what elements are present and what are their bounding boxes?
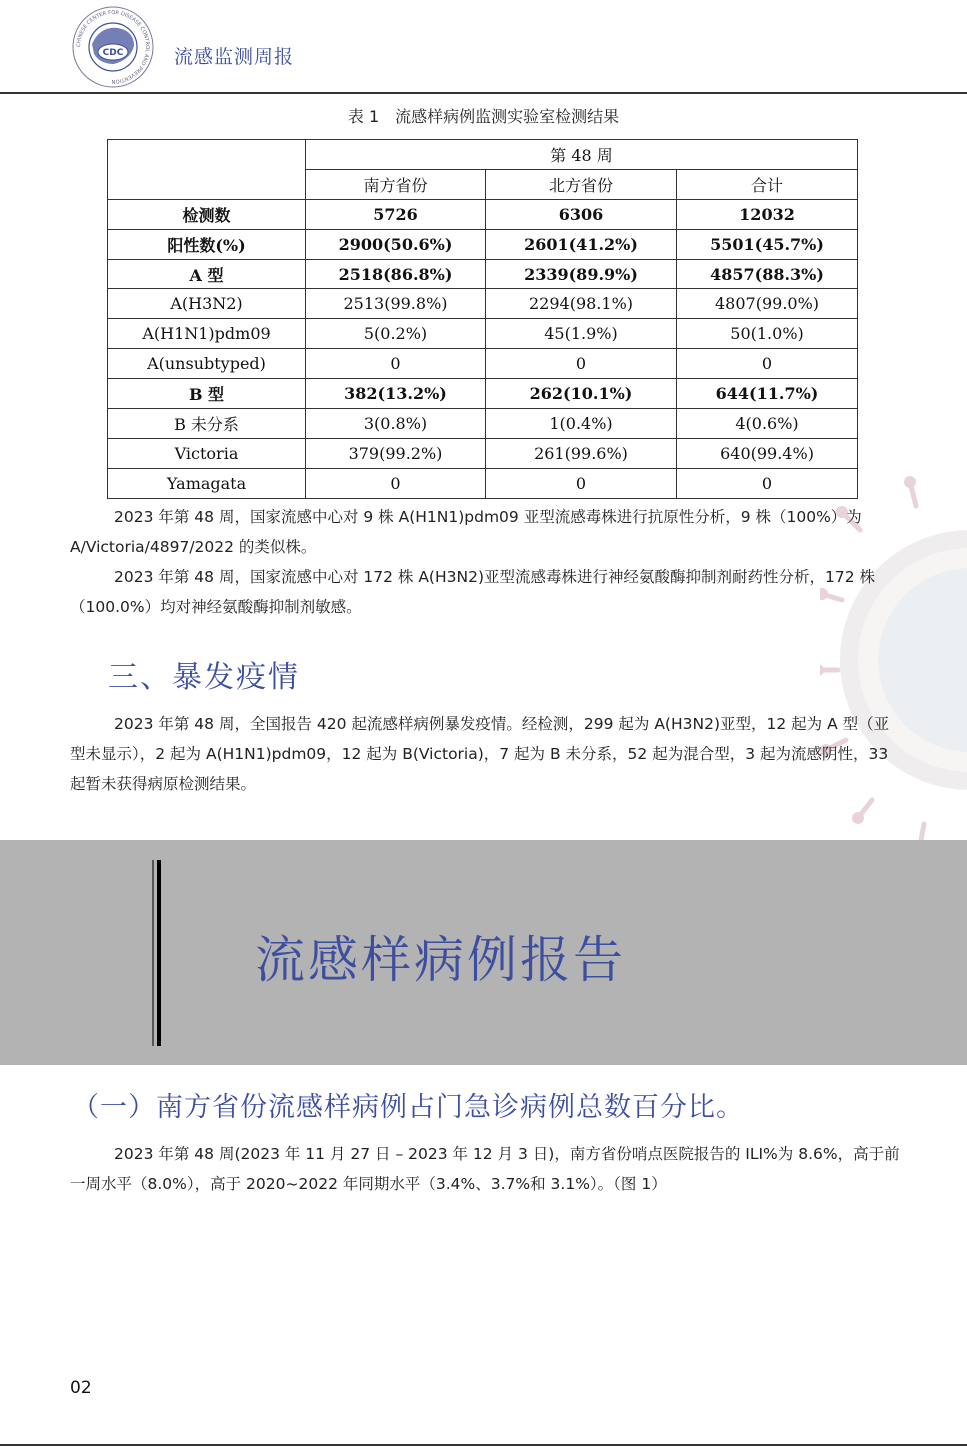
table-row <box>108 438 858 468</box>
footer-divider <box>0 1444 967 1446</box>
cell-north: 0 <box>486 468 677 498</box>
cell-total: 4(0.6%) <box>677 409 858 439</box>
paragraph-outbreaks: 2023 年第 48 周，全国报告 420 起流感样病例暴发疫情。经检测，299 起为 A(H3N2)亚型，12 起为 A 型（亚型未显示），2 起为 A(H1N1)pdm09，12 起为 B(Victoria)，7 起为 B 未分系，52 起为混合型，3 起为流感阴性，33 起暂未获得病原检测结果。 <box>70 715 890 793</box>
logo-ring-text: CHINESE CENTER FOR DISEASE CONTROL AND PREVENTION <box>75 9 151 85</box>
cdc-logo <box>70 4 156 90</box>
row-label: 检测数 <box>108 199 306 229</box>
table-row <box>108 229 858 259</box>
cell-total: 640(99.4%) <box>677 438 858 468</box>
section-title-outbreaks: 三、暴发疫情 <box>108 660 300 695</box>
cell-south: 2518(86.8%) <box>306 259 486 289</box>
table-header-row <box>108 140 858 170</box>
header-divider <box>0 92 967 94</box>
table-row <box>108 409 858 439</box>
cell-total: 644(11.7%) <box>677 379 858 409</box>
column-header-north: 北方省份 <box>486 169 677 199</box>
cell-south: 2513(99.8%) <box>306 289 486 319</box>
cell-south: 0 <box>306 349 486 379</box>
cell-north: 1(0.4%) <box>486 409 677 439</box>
cell-total: 0 <box>677 468 858 498</box>
page-header <box>0 0 967 94</box>
cell-north: 6306 <box>486 199 677 229</box>
brand-title: 流感监测周报 <box>174 46 295 68</box>
cell-south: 382(13.2%) <box>306 379 486 409</box>
cell-total: 50(1.0%) <box>677 319 858 349</box>
row-label: A(H1N1)pdm09 <box>108 319 306 349</box>
table-row <box>108 289 858 319</box>
cell-north: 2339(89.9%) <box>486 259 677 289</box>
table-row <box>108 259 858 289</box>
table-corner-cell <box>108 140 306 200</box>
row-label: Victoria <box>108 438 306 468</box>
cell-total: 12032 <box>677 199 858 229</box>
cell-south: 0 <box>306 468 486 498</box>
paragraph-south-ili: 2023 年第 48 周(2023 年 11 月 27 日 – 2023 年 12 月 3 日)，南方省份哨点医院报告的 ILI%为 8.6%，高于前一周水平（8.0%），高于 2020~2022 年同期水平（3.4%、3.7%和 3.1%）。（图 1） <box>70 1145 900 1193</box>
cell-south: 379(99.2%) <box>306 438 486 468</box>
column-header-south: 南方省份 <box>306 169 486 199</box>
cell-north: 2601(41.2%) <box>486 229 677 259</box>
row-label: A(unsubtyped) <box>108 349 306 379</box>
cell-total: 4807(99.0%) <box>677 289 858 319</box>
row-label: B 型 <box>108 379 306 409</box>
row-label: Yamagata <box>108 468 306 498</box>
cell-south: 5726 <box>306 199 486 229</box>
week-header: 第 48 周 <box>306 140 858 170</box>
lab-results-table <box>107 139 858 499</box>
cell-total: 4857(88.3%) <box>677 259 858 289</box>
table-row <box>108 379 858 409</box>
cell-total: 0 <box>677 349 858 379</box>
table-row <box>108 349 858 379</box>
cell-north: 45(1.9%) <box>486 319 677 349</box>
banner-accent-bar <box>152 860 160 1046</box>
table-row <box>108 468 858 498</box>
cell-north: 0 <box>486 349 677 379</box>
banner-title: 流感样病例报告 <box>255 931 626 989</box>
cell-south: 5(0.2%) <box>306 319 486 349</box>
subsection-title-south: （一）南方省份流感样病例占门急诊病例总数百分比。 <box>72 1092 744 1123</box>
cell-north: 2294(98.1%) <box>486 289 677 319</box>
cell-south: 3(0.8%) <box>306 409 486 439</box>
cell-north: 261(99.6%) <box>486 438 677 468</box>
column-header-total: 合计 <box>677 169 858 199</box>
chapter-banner <box>0 840 967 1065</box>
paragraph-resistance-analysis: 2023 年第 48 周，国家流感中心对 172 株 A(H3N2)亚型流感毒株进行神经氨酸酶抑制剂耐药性分析，172 株（100.0%）均对神经氨酸酶抑制剂敏感。 <box>70 568 876 616</box>
paragraph-antigenic-analysis: 2023 年第 48 周，国家流感中心对 9 株 A(H1N1)pdm09 亚型流感毒株进行抗原性分析，9 株（100%）为 A/Victoria/4897/2022 的类似株。 <box>70 508 862 556</box>
row-label: B 未分系 <box>108 409 306 439</box>
table-caption: 表 1 流感样病例监测实验室检测结果 <box>347 107 620 126</box>
table-row <box>108 199 858 229</box>
table-row <box>108 319 858 349</box>
logo-text: CDC <box>102 48 124 58</box>
cell-south: 2900(50.6%) <box>306 229 486 259</box>
row-label: 阳性数(%) <box>108 229 306 259</box>
row-label: A(H3N2) <box>108 289 306 319</box>
cell-north: 262(10.1%) <box>486 379 677 409</box>
cell-total: 5501(45.7%) <box>677 229 858 259</box>
page-number: 02 <box>70 1378 92 1398</box>
row-label: A 型 <box>108 259 306 289</box>
